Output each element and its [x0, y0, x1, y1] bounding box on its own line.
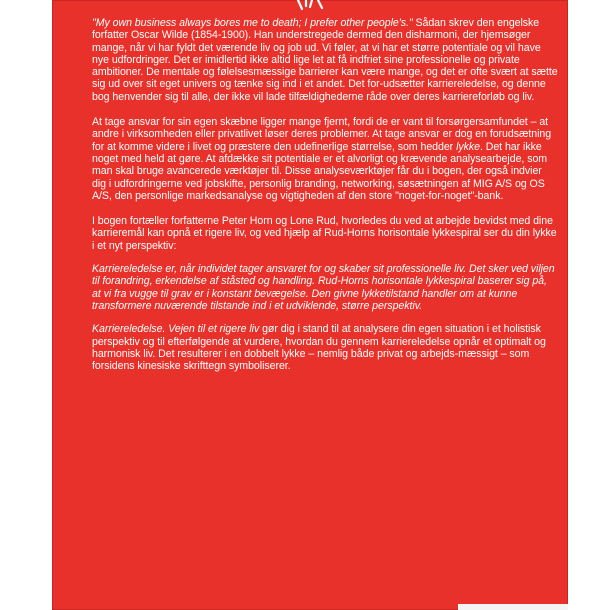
paragraph-intro: "My own business always bores me to death; I prefer other people's." Sådan skrev den engelske forfatter Oscar Wilde (1854-1900). Han understregede dermed den disharmoni, der hjemsøger mange, når vi har fyldt det værende liv og job ud. Vi føler, at vi har et større potentiale og vil have nye udfordringer. Det er imidlertid ikke altid lige let at få indfriet sine professionelle og private ambitioner. De mentale og følelsesmæssige barrierer kan være mange, og det er ofte svært at sætte sig ud over sit eget univers og tænke sig ind i et andet. Det for-udsætter karriereledelse, og denne bog henvender sig til alle, der ikke vil lade tilfældighederne råde over deres karriereforløb og liv.	[92, 17, 558, 103]
paragraph-responsibility: At tage ansvar for sin egen skæbne ligger mange fjernt, fordi de er vant til forsørgersamfundet – at andre i virksomheden eller privatlivet løser deres problemer. At tage ansvar er dog en forudsætning for at komme videre i livet og præstere den udefinerlige størrelse, som hedder lykke. Det har ikke noget med held at gøre. At afdække sit potentiale er et alvorligt og krævende analysearbejde, som man skal bruge avancerede værktøjer til. Disse analyseværktøjer får du i bogen, der også indvier dig i udfordringerne ved jobskifte, personlig branding, networking, søsætningen af MIG A/S og OS A/S, den personlige markedsanalyse og vigtigheden af den store "noget-for-noget"-bank.	[92, 116, 552, 202]
paragraph-definition: Karriereledelse er, når individet tager ansvaret for og skaber sit professionelle liv. Det sker ved viljen til forandring, erkendelse af ståsted og handling. Rud-Horns horisontale lykkespiral baserer sig på, at vi fra vugge til grav er i konstant bevægelse. Den givne lykketilstand handler om at kunne transformere nuværende tilstande ind i et udviklende, større perspektiv.	[92, 263, 555, 312]
back-cover	[52, 0, 568, 610]
wilde-quote: "My own business always bores me to death; I prefer other people's."	[92, 17, 413, 29]
book-title: Karriereledelse. Vejen til et rigere liv	[92, 323, 260, 336]
barcode-area-edge	[458, 604, 568, 610]
paragraph-summary: Karriereledelse. Vejen til et rigere liv gør dig i stand til at analysere din egen situation i et holistisk perspektiv og til efterfølgende at vurdere, hvordan du gennem karriereledelse opnår et optimalt og harmonisk liv. Det resulterer i en dobbelt lykke – nemlig både privat og arbejds-mæssigt – som forsidens kinesiske skrifttegn symboliserer.	[92, 323, 546, 373]
paragraph-authors: I bogen fortæller forfatterne Peter Horn og Lone Rud, hvorledes du ved at arbejde bevidst med dine karrieremål kan opnå et rigere liv, og ved hjælp af Rud-Horns horisontale lykkespiral ser du din lykke i et nyt perspektiv:	[92, 215, 557, 252]
back-cover-text	[92, 17, 558, 385]
chinese-character-fragment	[290, 0, 330, 12]
